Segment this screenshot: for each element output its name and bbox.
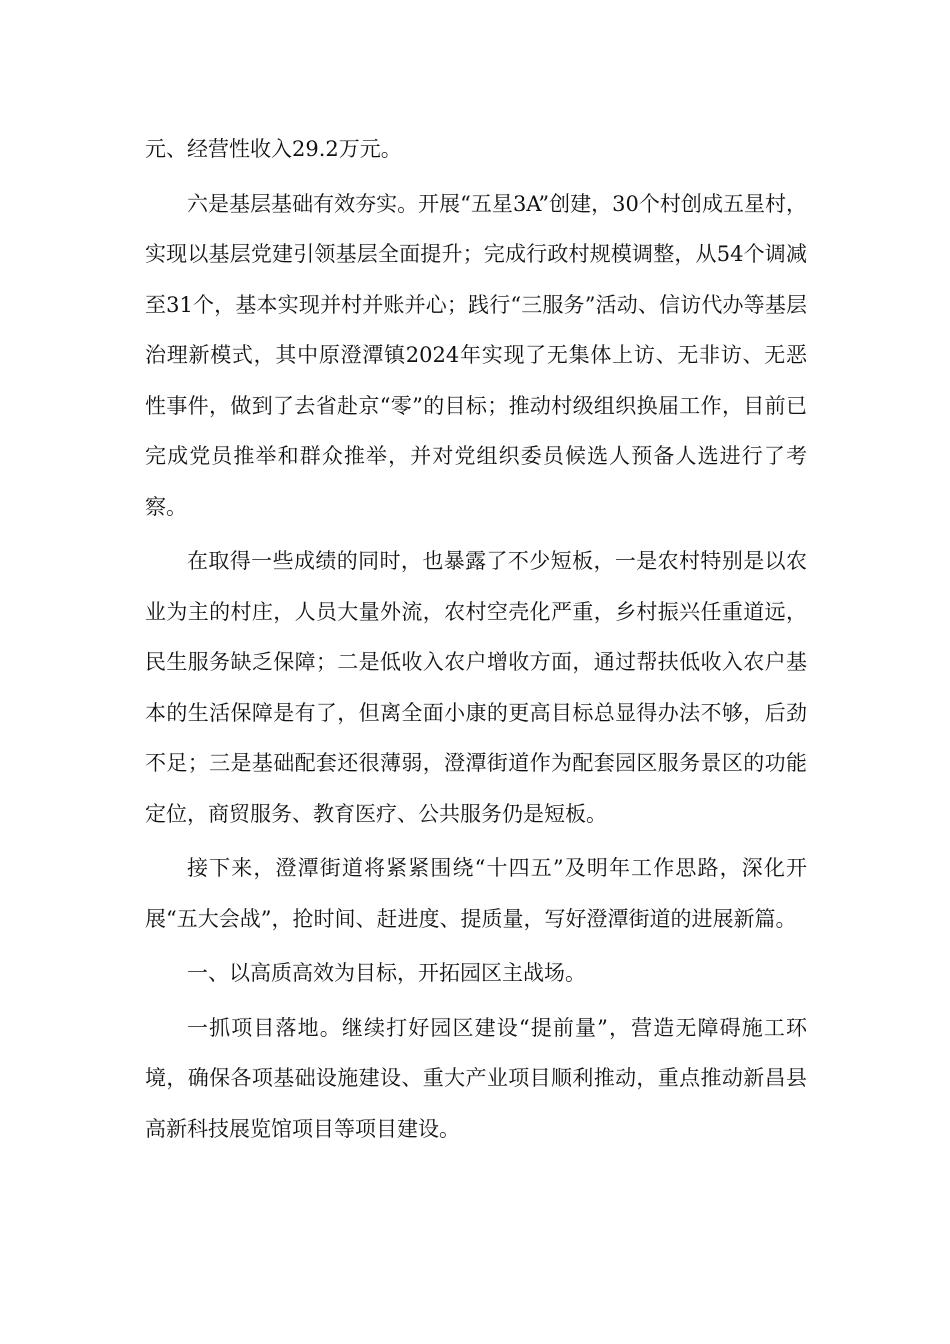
paragraph-continuation: 元、经营性收入29.2万元。 (145, 137, 402, 161)
document-page (145, 124, 807, 1158)
paragraph-next-steps: 接下来，澄潭街道将紧紧围绕“十四五”及明年工作思路，深化开展“五大会战”，抢时间、赶进度、提质量，写好澄潭街道的进展新篇。 (145, 856, 807, 931)
paragraph-shortcomings: 在取得一些成绩的同时，也暴露了不少短板，一是农村特别是以农业为主的村庄，人员大量外流，农村空壳化严重，乡村振兴任重道远，民生服务缺乏保障；二是低收入农户增收方面，通过帮扶低收入农户基本的生活保障是有了，但离全面小康的更高目标总显得办法不够，后劲不足；三是基础配套还很薄弱，澄潭街道作为配套园区服务景区的功能定位，商贸服务、教育医疗、公共服务仍是短板。 (145, 549, 807, 826)
section-heading-one: 一、以高质高效为目标，开拓园区主战场。 (187, 961, 586, 985)
paragraph-project-landing: 一抓项目落地。继续打好园区建设“提前量”，营造无障碍施工环境，确保各项基础设施建设、重大产业项目顺利推动，重点推动新昌县高新科技展览馆项目等项目建设。 (145, 1015, 807, 1141)
paragraph-grassroots: 六是基层基础有效夯实。开展“五星3A”创建，30个村创成五星村，实现以基层党建引领基层全面提升；完成行政村规模调整，从54个调减至31个，基本实现并村并账并心；践行“三服务”活动、信访代办等基层治理新模式，其中原澄潭镇2024年实现了无集体上访、无非访、无恶性事件，做到了去省赴京“零”的目标；推动村级组织换届工作，目前已完成党员推举和群众推举，并对党组织委员候选人预备人选进行了考察。 (145, 191, 807, 519)
